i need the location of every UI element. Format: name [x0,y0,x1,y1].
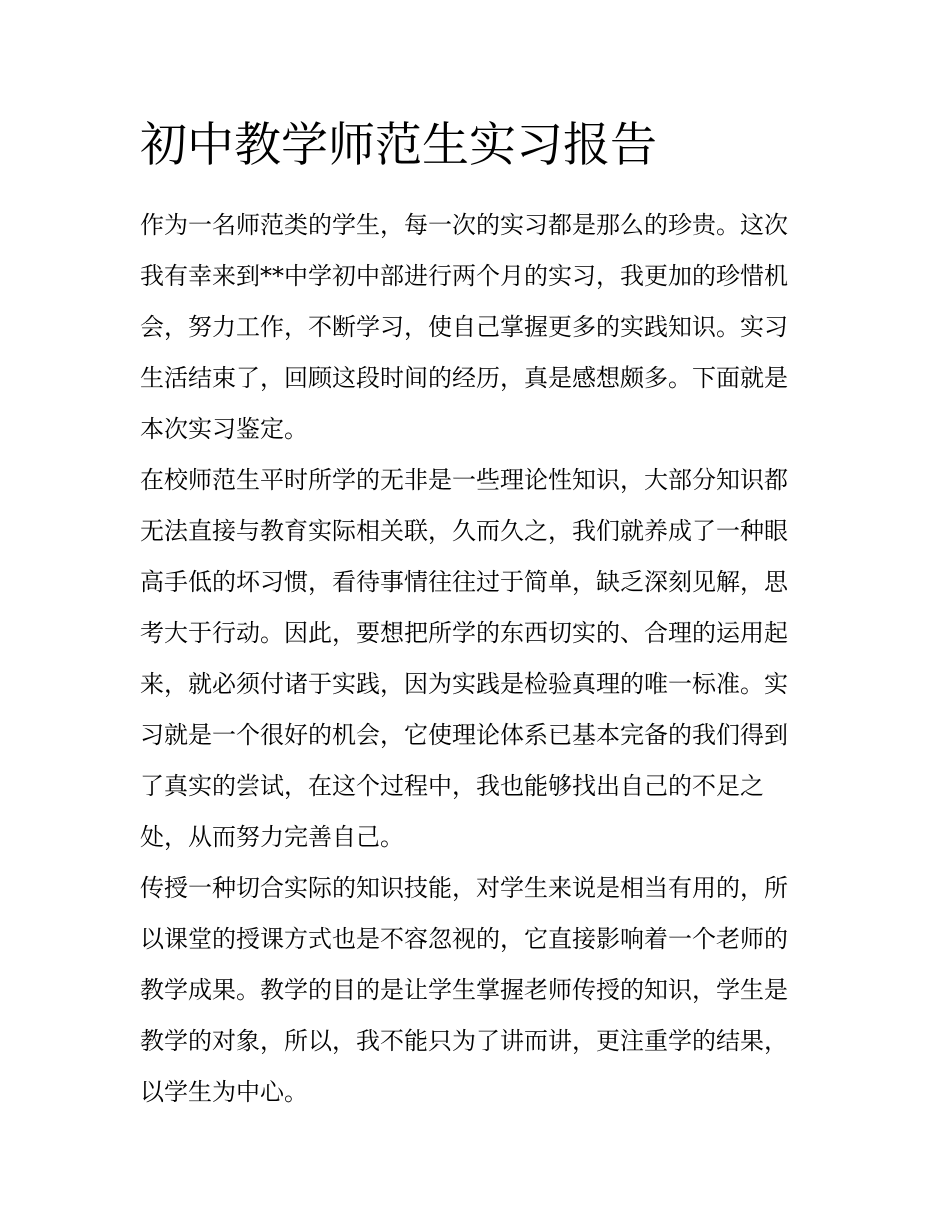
text-line: 教学的对象，所以，我不能只为了讲而讲，更注重学的结果， [140,1027,788,1055]
text-line: 我有幸来到**中学初中部进行两个月的实习，我更加的珍惜机 [140,262,788,290]
text-line: 处，从而努力完善自己。 [140,823,404,851]
text-line: 习就是一个很好的机会，它使理论体系已基本完备的我们得到 [140,721,788,749]
text-line: 高手低的坏习惯，看待事情往往过于简单，缺乏深刻见解，思 [140,568,788,596]
text-line: 本次实习鉴定。 [140,415,308,443]
text-line: 传授一种切合实际的知识技能，对学生来说是相当有用的，所 [140,874,788,902]
text-line: 作为一名师范类的学生，每一次的实习都是那么的珍贵。这次 [140,211,788,239]
text-line: 了真实的尝试，在这个过程中，我也能够找出自己的不足之 [140,772,764,800]
text-line: 会，努力工作，不断学习，使自己掌握更多的实践知识。实习 [140,313,788,341]
text-line: 以学生为中心。 [140,1078,308,1106]
text-line: 生活结束了，回顾这段时间的经历，真是感想颇多。下面就是 [140,364,788,392]
document-title: 初中教学师范生实习报告 [140,118,657,173]
text-line: 在校师范生平时所学的无非是一些理论性知识，大部分知识都 [140,466,788,494]
text-line: 教学成果。教学的目的是让学生掌握老师传授的知识，学生是 [140,976,788,1004]
text-line: 考大于行动。因此，要想把所学的东西切实的、合理的运用起 [140,619,788,647]
text-line: 来，就必须付诸于实践，因为实践是检验真理的唯一标准。实 [140,670,788,698]
document-body [140,200,812,1118]
text-line: 无法直接与教育实际相关联，久而久之，我们就养成了一种眼 [140,517,788,545]
text-line: 以课堂的授课方式也是不容忽视的，它直接影响着一个老师的 [140,925,788,953]
